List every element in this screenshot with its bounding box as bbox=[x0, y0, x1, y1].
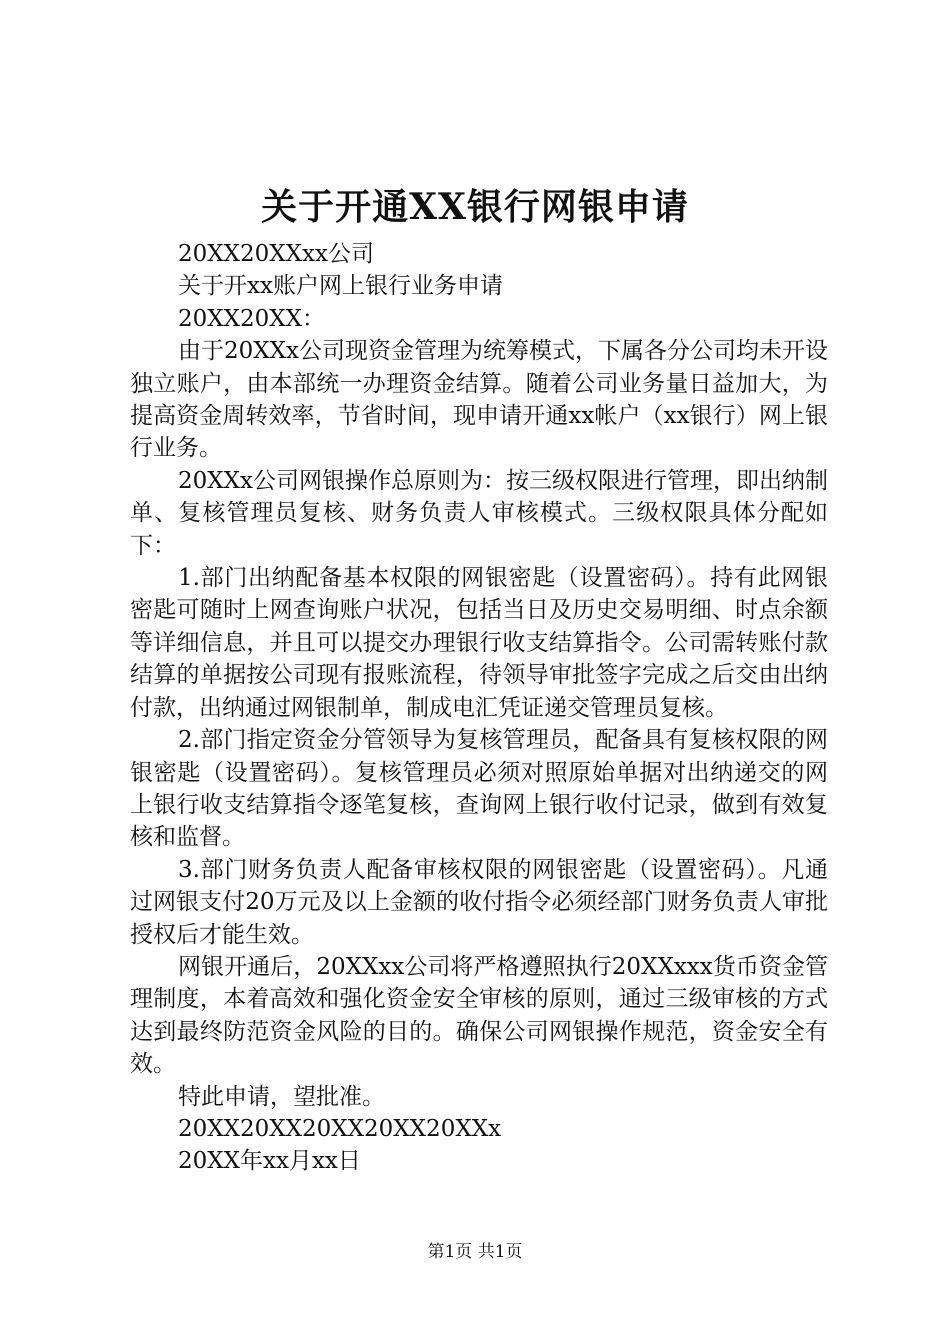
body-paragraph: 由于20XXx公司现资金管理为统筹模式，下属各分公司均未开设独立账户，由本部统一办理资金结算。随着公司业务量日益加大，为提高资金周转效率，节省时间，现申请开通xx帐户（xx银行）网上银行业务。 bbox=[130, 338, 828, 462]
date-line: 20XX年xx月xx日 bbox=[178, 1148, 361, 1175]
document-body bbox=[130, 238, 828, 1178]
body-paragraph: 网银开通后，20XXxx公司将严格遵照执行20XXxxx货币资金管理制度，本着高效和强化资金安全审核的原则，通过三级审核的方式达到最终防范资金风险的目的。确保公司网银操作规范，资金安全有效。 bbox=[130, 953, 828, 1078]
list-item: 3.部门财务负责人配备审核权限的网银密匙（设置密码）。凡通过网银支付20万元及以上金额的收付指令必须经部门财务负责人审批授权后才能生效。 bbox=[130, 856, 828, 948]
body-paragraph: 20XXx公司网银操作总原则为：按三级权限进行管理，即出纳制单、复核管理员复核、财务负责人审核模式。三级权限具体分配如下： bbox=[130, 467, 828, 559]
subject-line: 关于开xx账户网上银行业务申请 bbox=[178, 273, 503, 300]
closing-line: 特此申请，望批准。 bbox=[178, 1083, 385, 1110]
signature-line: 20XX20XX20XX20XX20XXx bbox=[178, 1115, 502, 1142]
salutation: 20XX20XX： bbox=[178, 305, 326, 332]
addressee-line: 20XX20XXxx公司 bbox=[178, 241, 374, 267]
list-item: 2.部门指定资金分管领导为复核管理员，配备具有复核权限的网银密匙（设置密码）。复核管理员必须对照原始单据对出纳递交的网上银行收支结算指令逐笔复核，查询网上银行收付记录，做到有效复核和监督。 bbox=[130, 727, 828, 851]
document-title: 关于开通XX银行网银申请 bbox=[261, 186, 689, 228]
page-footer: 第1页 共1页 bbox=[427, 1242, 523, 1262]
list-item: 1.部门出纳配备基本权限的网银密匙（设置密码）。持有此网银密匙可随时上网查询账户状况，包括当日及历史交易明细、时点余额等详细信息，并且可以提交办理银行收支结算指令。公司需转账付款结算的单据按公司现有报账流程，待领导审批签字完成之后交由出纳付款，出纳通过网银制单，制成电汇凭证递交管理员复核。 bbox=[130, 565, 828, 721]
